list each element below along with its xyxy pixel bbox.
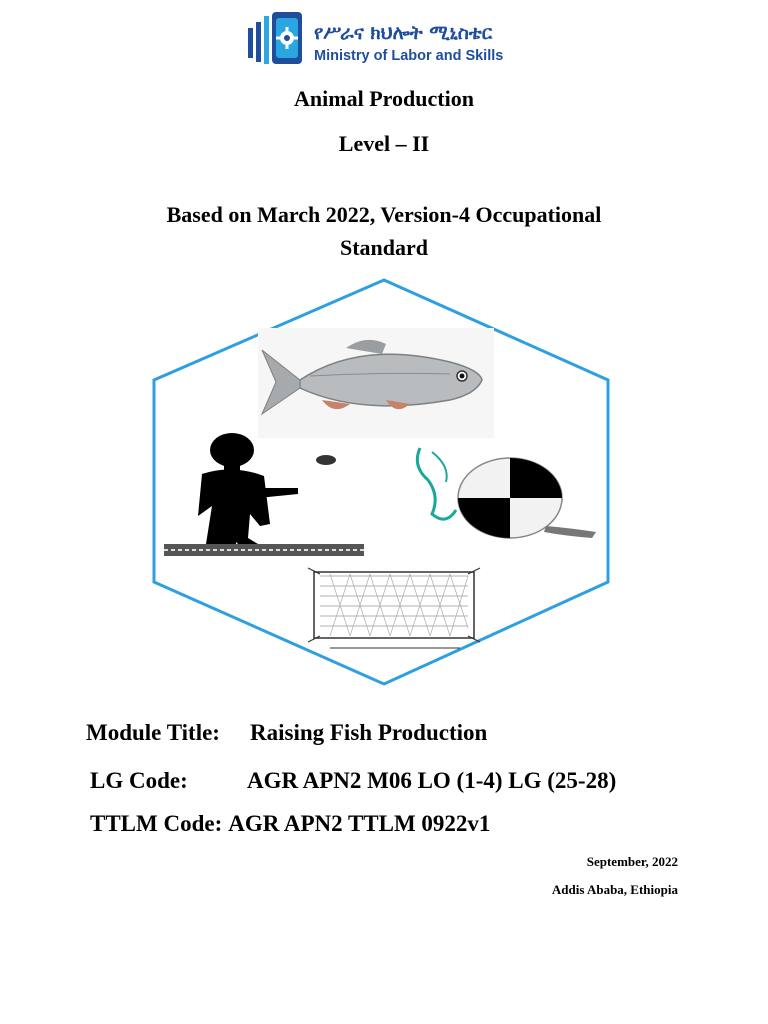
fisher-silhouette — [198, 433, 336, 548]
fish-image — [258, 328, 494, 438]
standard-line-1: Based on March 2022, Version-4 Occupational — [166, 202, 602, 227]
ministry-logo-icon — [248, 12, 308, 68]
ministry-name-amharic: የሥራና ክህሎት ሚኒስቴር — [314, 22, 493, 44]
publication-place: Addis Ababa, Ethiopia — [551, 882, 678, 897]
ttlm-code-label: TTLM Code: — [90, 811, 223, 836]
publication-date: September, 2022 — [586, 854, 678, 869]
lg-code-label: LG Code: — [90, 768, 188, 793]
module-title-row — [86, 720, 487, 746]
document-title: Animal Production — [294, 86, 474, 111]
lg-code-row — [90, 768, 616, 794]
module-title-label: Module Title: — [86, 720, 220, 745]
cover-illustration — [150, 276, 620, 692]
lg-code-value: AGR APN2 M06 LO (1-4) LG (25-28) — [247, 768, 617, 793]
ministry-logo — [248, 12, 528, 68]
secchi-disk-image — [417, 448, 596, 538]
ttlm-code-row — [90, 811, 490, 837]
document-level: Level – II — [338, 131, 430, 156]
module-title-value: Raising Fish Production — [250, 720, 488, 745]
standard-line-2: Standard — [339, 235, 429, 260]
ttlm-code-value: AGR APN2 TTLM 0922v1 — [228, 811, 491, 836]
fishing-net-diagram — [308, 568, 480, 648]
ministry-name-english: Ministry of Labor and Skills — [314, 48, 504, 64]
